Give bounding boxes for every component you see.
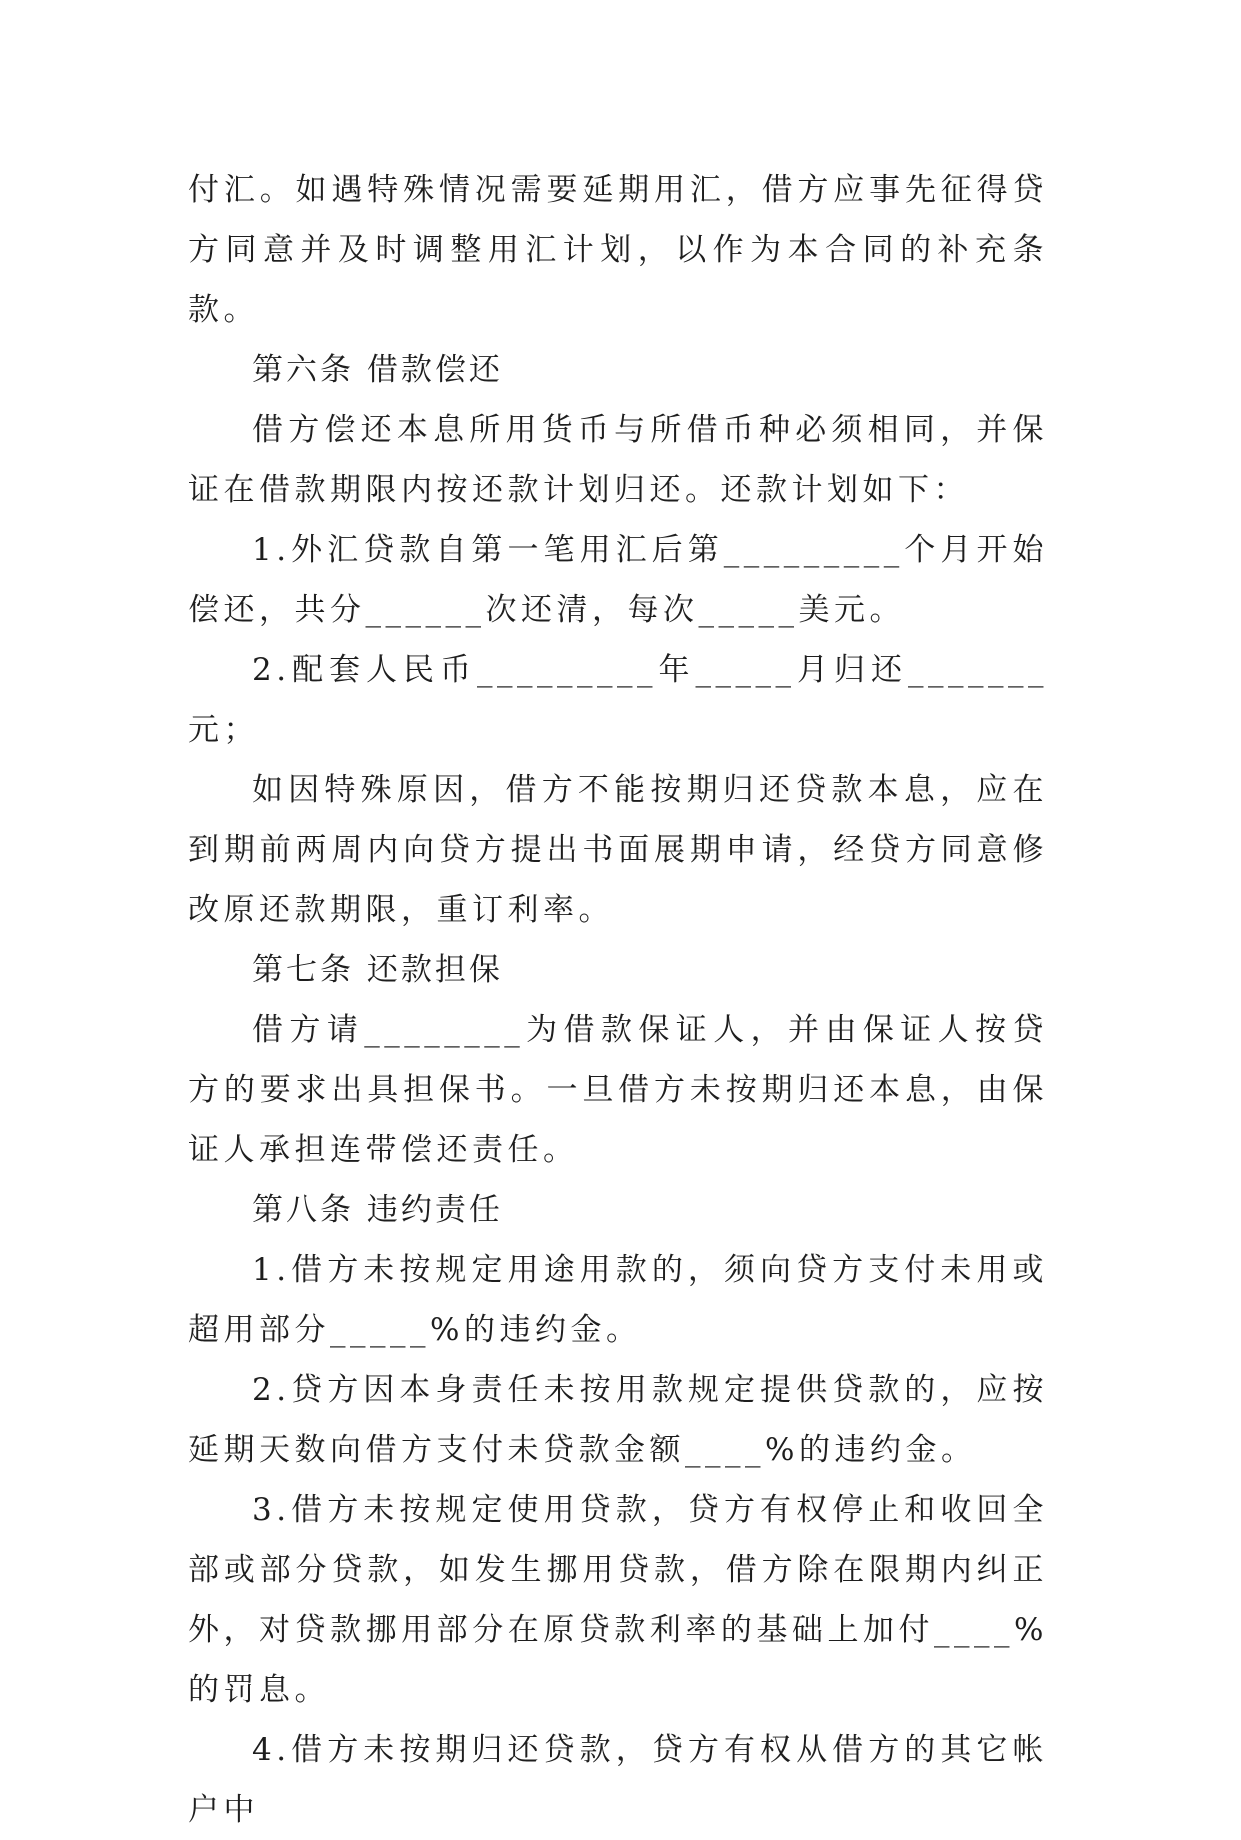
paragraph-item-4: 4.借方未按期归还贷款，贷方有权从借方的其它帐户中 <box>188 1732 1048 1828</box>
section-heading-article-6: 第六条 借款偿还 <box>252 352 503 388</box>
paragraph-item-1: 1.外汇贷款自第一笔用汇后第_________个月开始偿还，共分______次还清，每次_____美元。 <box>188 532 1048 628</box>
paragraph-continuation: 付汇。如遇特殊情况需要延期用汇，借方应事先征得贷方同意并及时调整用汇计划，以作为本合同的补充条款。 <box>188 172 1048 328</box>
document-body <box>188 160 1048 1840</box>
paragraph-item-3: 3.借方未按规定使用贷款，贷方有权停止和收回全部或部分贷款，如发生挪用贷款，借方除在限期内纠正外，对贷款挪用部分在原贷款利率的基础上加付____%的罚息。 <box>188 1492 1048 1708</box>
section-heading-article-7: 第七条 还款担保 <box>252 952 503 988</box>
paragraph: 如因特殊原因，借方不能按期归还贷款本息，应在到期前两周内向贷方提出书面展期申请，经贷方同意修改原还款期限，重订利率。 <box>188 772 1048 928</box>
paragraph-item-2: 2.配套人民币_________年_____月归还_______元； <box>188 652 1048 748</box>
paragraph-item-1: 1.借方未按规定用途用款的，须向贷方支付未用或超用部分_____%的违约金。 <box>188 1252 1048 1348</box>
paragraph: 借方偿还本息所用货币与所借币种必须相同，并保证在借款期限内按还款计划归还。还款计划如下： <box>188 412 1048 508</box>
paragraph-item-2: 2.贷方因本身责任未按用款规定提供贷款的，应按延期天数向借方支付未贷款金额____%的违约金。 <box>188 1372 1048 1468</box>
paragraph: 借方请________为借款保证人，并由保证人按贷方的要求出具担保书。一旦借方未按期归还本息，由保证人承担连带偿还责任。 <box>188 1012 1048 1168</box>
section-heading-article-8: 第八条 违约责任 <box>252 1192 503 1228</box>
